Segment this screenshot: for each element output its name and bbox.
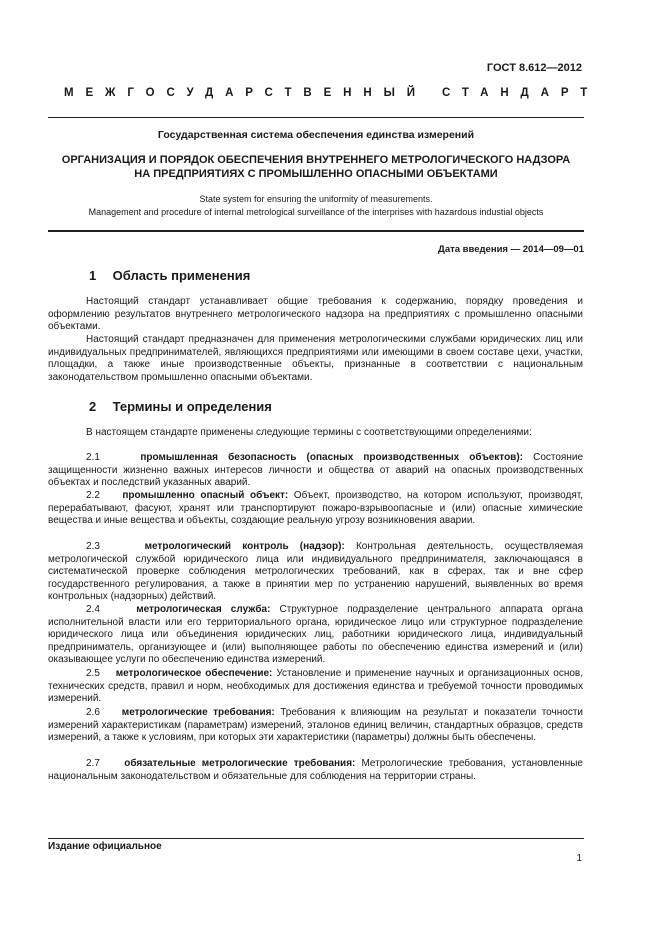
term-definition: Требования к влияющим на результат и показатели точности измерений характеристикам (параметрам) измерений, эталонов единиц величин, стандартных образцов, средств измерений, а также к условиям, при которых эти характеристики (параметры) должны быть обеспечены. (48, 707, 583, 743)
section-2-title: Термины и определения (112, 399, 272, 414)
section-2-intro: В настоящем стандарте применены следующие термины с соответствующими определениями: (86, 427, 532, 438)
term-name: метрологический контроль (надзор): (144, 541, 345, 552)
term-name: метрологическая служба: (136, 604, 271, 615)
term-name: промышленно опасный объект: (122, 490, 289, 501)
term-name: метрологическое обеспечение: (115, 668, 273, 679)
section-2-heading (89, 399, 272, 414)
section-1-number: 1 (89, 268, 97, 283)
english-title (48, 193, 584, 219)
term-name: метрологические требования: (121, 707, 275, 718)
term-definition: Метрологические требования, установленные национальным законодательством и обязательные для соблюдения на территории страны. (48, 758, 583, 782)
title-divider (48, 230, 584, 232)
english-title-line-1: State system for ensuring the uniformity of measurements. (199, 194, 433, 204)
term-number: 2.7 (86, 758, 100, 769)
term-number: 2.2 (86, 490, 100, 501)
top-divider (48, 117, 584, 118)
term-2-2 (48, 490, 583, 528)
document-title (48, 153, 584, 181)
title-line-2: НА ПРЕДПРИЯТИЯХ С ПРОМЫШЛЕННО ОПАСНЫМИ ОБЪЕКТАМИ (134, 168, 498, 180)
section-2-number: 2 (89, 399, 97, 414)
section-1-heading (89, 268, 250, 283)
term-2-7 (48, 758, 583, 783)
term-name: промышленная безопасность (опасных производственных объектов): (140, 452, 523, 463)
english-title-line-2: Management and procedure of internal metrological surveillance of the interprises with hazardous industial objects (88, 207, 544, 217)
term-number: 2.5 (86, 668, 100, 679)
term-number: 2.1 (86, 452, 100, 463)
term-definition: Установление и применение научных и организационных основ, технических средств, правил и норм, необходимых для достижения единства и требуемой точности проводимых измерений. (48, 668, 583, 704)
gost-code: ГОСТ 8.612—2012 (486, 62, 582, 74)
page-number: 1 (576, 853, 582, 864)
term-2-5 (48, 668, 583, 706)
term-number: 2.6 (86, 707, 100, 718)
introduction-date: Дата введения — 2014—09—01 (438, 244, 584, 255)
footer-divider (48, 838, 584, 839)
term-definition: Объект, производство, на котором используют, производят, перерабатывают, фасуют, хранят или транспортируют пожаро-взрывоопасные и (или) опасные химические вещества и иные вещества и объекты, создающие реальную угрозу возникновения аварии. (48, 490, 583, 526)
term-definition: Структурное подразделение центрального аппарата органа исполнительной власти или его территориального органа, юридическое лицо или структурное подразделение юридического лица или объединения юридических лиц, работники юридического лица, индивидуальный предприниматель, организующее и (или) выполняющее работы по обеспечению единства измерений и (или) оказывающее услуги по обеспечению единства измерений. (48, 604, 584, 665)
term-name: обязательные метрологические требования: (124, 758, 356, 769)
title-line-1: ОРГАНИЗАЦИЯ И ПОРЯДОК ОБЕСПЕЧЕНИЯ ВНУТРЕННЕГО МЕТРОЛОГИЧЕСКОГО НАДЗОРА (61, 154, 571, 166)
term-2-3 (48, 541, 583, 604)
section-1-paragraph-2: Настоящий стандарт предназначен для применения метрологическими службами юридических лиц или индивидуальных предпринимателей, являющихся предприятиями или имеющими в своем составе цехи, участки, площадки, а также иные производственные объекты, признанные в соответствии с национальным законодательством промышленно опасными объектами. (48, 334, 583, 383)
term-definition: Состояние защищенности жизненно важных интересов личности и общества от аварий на опасных производственных объектах и последствий указанных аварий. (48, 452, 584, 488)
interstate-standard-heading: МЕЖГОСУДАРСТВЕННЫЙ СТАНДАРТ (64, 87, 600, 99)
term-number: 2.4 (86, 604, 100, 615)
term-2-4 (48, 604, 583, 667)
section-1-paragraph-1: Настоящий стандарт устанавливает общие требования к содержанию, порядку проведения и оформлению результатов внутреннего метрологического надзора на предприятиях с промышленно опасными объектами. (48, 296, 583, 332)
system-name: Государственная система обеспечения единства измерений (157, 129, 475, 141)
term-number: 2.3 (86, 541, 100, 552)
term-definition: Контрольная деятельность, осуществляемая метрологической службой юридического лица или индивидуального предпринимателя, заключающаяся в систематической проверке соблюдения метрологических требований, как в сферах, так и вне сфер государственного регулирования, а также в принятии мер по устранению нарушений, выявленных во время контрольных (надзорных) действий. (48, 541, 584, 602)
term-2-6 (48, 707, 583, 745)
term-2-1 (48, 452, 583, 490)
section-1-title: Область применения (112, 268, 251, 283)
official-edition-label: Издание официальное (48, 841, 162, 852)
